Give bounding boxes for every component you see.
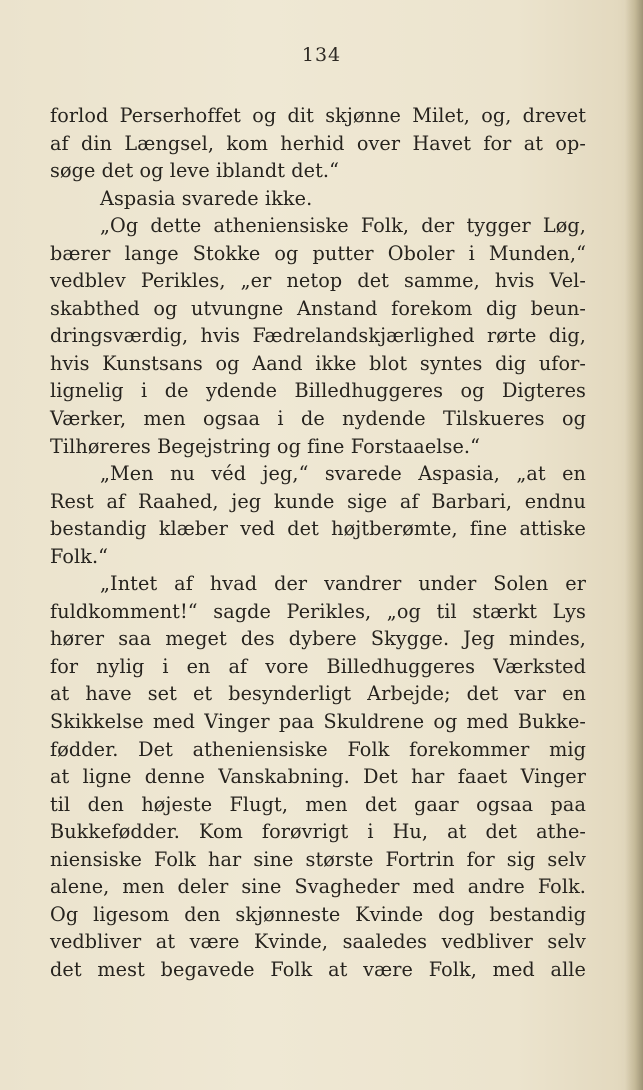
text-line: Skikkelse med Vinger paa Skuldrene og med Bukke-: [50, 710, 586, 734]
text-line: skabthed og utvungne Anstand forekom dig beun-: [50, 296, 586, 320]
text-line: bærer lange Stokke og putter Oboler i Munden,“: [50, 241, 586, 265]
text-line: Og ligesom den skjønneste Kvinde dog bestandig: [50, 902, 586, 926]
text-line: „Men nu véd jeg,“ svarede Aspasia, „at en: [100, 462, 586, 486]
text-line: „Intet af hvad der vandrer under Solen er: [100, 572, 586, 596]
text-line: søge det og leve iblandt det.“: [50, 159, 340, 183]
text-line: niensiske Folk har sine største Fortrin for sig selv: [50, 847, 586, 871]
text-line: hører saa meget des dybere Skygge. Jeg mindes,: [50, 627, 586, 651]
text-line: dringsværdig, hvis Fædrelandskjærlighed rørte dig,: [50, 324, 586, 348]
text-line: Rest af Raahed, jeg kunde sige af Barbari, endnu: [50, 489, 586, 513]
text-line: Bukkefødder. Kom forøvrigt i Hu, at det athe-: [50, 820, 586, 844]
text-line: for nylig i en af vore Billedhuggeres Værksted: [50, 654, 586, 678]
text-line: lignelig i de ydende Billedhuggeres og Digteres: [50, 379, 586, 403]
text-line: af din Længsel, kom herhid over Havet for at op-: [50, 131, 586, 155]
text-line: at ligne denne Vanskabning. Det har faaet Vinger: [50, 765, 586, 789]
text-line: vedbliver at være Kvinde, saaledes vedbliver selv: [50, 930, 586, 954]
text-line: det mest begavede Folk at være Folk, med alle: [50, 957, 586, 981]
text-line: bestandig klæber ved det højtberømte, fine attiske: [50, 517, 586, 541]
text-line: fuldkomment!“ sagde Perikles, „og til stærkt Lys: [50, 599, 586, 623]
body-text: [50, 102, 586, 984]
text-line: fødder. Det atheniensiske Folk forekommer mig: [50, 737, 586, 761]
text-line: Værker, men ogsaa i de nydende Tilskueres og: [50, 407, 586, 431]
text-line: Folk.“: [50, 544, 109, 568]
page-edge-shadow: [625, 0, 643, 1090]
text-line: til den højeste Flugt, men det gaar ogsaa paa: [50, 792, 586, 816]
text-line: at have set et besynderligt Arbejde; det var en: [50, 682, 586, 706]
text-line: Tilhøreres Begejstring og fine Forstaaelse.“: [50, 434, 481, 458]
text-line: alene, men deler sine Svagheder med andre Folk.: [50, 875, 586, 899]
text-line: forlod Perserhoffet og dit skjønne Milet, og, drevet: [50, 104, 586, 127]
text-line: Aspasia svarede ikke.: [100, 186, 313, 210]
text-line: vedblev Perikles, „er netop det samme, hvis Vel-: [50, 269, 586, 293]
text-line: „Og dette atheniensiske Folk, der tygger Løg,: [100, 214, 586, 238]
text-line: hvis Kunstsans og Aand ikke blot syntes dig ufor-: [50, 351, 586, 375]
page-number: 134: [301, 44, 342, 66]
